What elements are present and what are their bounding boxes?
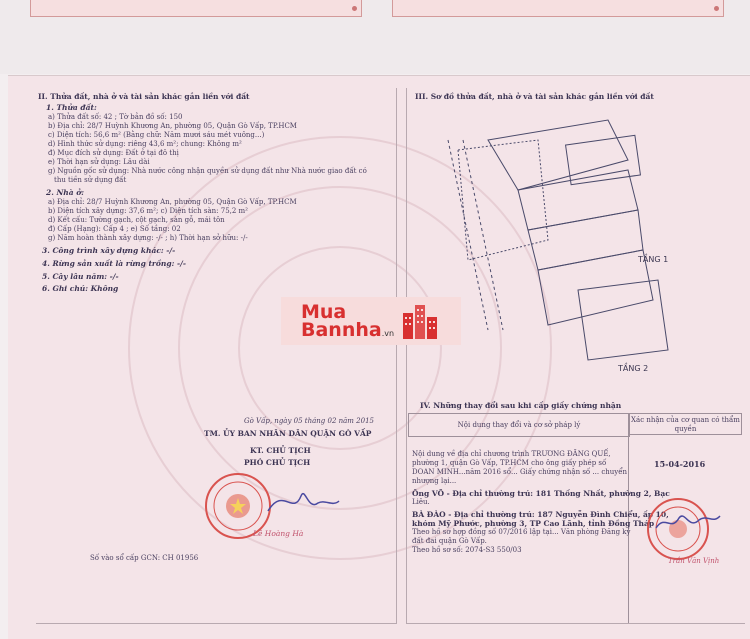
entry-line-5: Ông VÕ - Địa chỉ thường trú: 181 Thống Nhất, phường 2, Bạc <box>412 489 670 498</box>
entry-line-4: nhượng lại... <box>412 477 457 485</box>
watermark-line2: Bannha <box>301 319 382 341</box>
house-area: b) Diện tích xây dựng: 37,6 m²; c) Diện tích sàn: 75,2 m² <box>48 207 248 215</box>
land-heading: 1. Thửa đất: <box>46 103 97 112</box>
land-address: b) Địa chỉ: 28/7 Huỳnh Khương An, phường 05, Quận Gò Vấp, TP.HCM <box>48 122 297 130</box>
entry-line-1: Nội dung về địa chỉ chương trình TRƯƠNG ĐĂNG QUẾ, <box>412 450 611 458</box>
building-icon <box>401 303 441 339</box>
land-parcel: a) Thửa đất số: 42 ; Tờ bản đồ số: 150 <box>48 113 183 121</box>
floor-2-label: TẦNG 2 <box>618 364 649 373</box>
entry-line-6: Liêu. <box>412 498 430 506</box>
house-year: g) Năm hoàn thành xây dựng: -/- ; h) Thời hạn sở hữu: -/- <box>48 234 248 242</box>
land-term: e) Thời hạn sử dụng: Lâu dài <box>48 158 150 166</box>
watermark-line1: Mua <box>301 301 347 323</box>
notes: 6. Ghi chú: Không <box>42 284 119 293</box>
signing-org: TM. ỦY BAN NHÂN DÂN QUẬN GÒ VẤP <box>204 429 372 438</box>
watermark-suffix: .vn <box>381 329 395 338</box>
house-heading: 2. Nhà ở: <box>46 188 84 197</box>
land-origin: g) Nguồn gốc sử dụng: Nhà nước công nhận quyền sử dụng đất như Nhà nước giao đất có <box>48 167 367 175</box>
trees: 5. Cây lâu năm: -/- <box>42 272 119 281</box>
site-plan-drawing <box>428 100 738 373</box>
section-iii-title: III. Sơ đồ thửa đất, nhà ở và tài sản khác gắn liền với đất <box>415 92 654 101</box>
signer-right-name: Trần Văn Vịnh <box>668 557 720 565</box>
section-ii-title: II. Thửa đất, nhà ở và tài sản khác gắn liền với đất <box>38 92 250 101</box>
col-content-header: Nội dung thay đổi và cơ sở pháp lý <box>408 413 630 437</box>
land-purpose: đ) Mục đích sử dụng: Đất ở tại đô thị <box>48 149 179 157</box>
signature-right <box>653 506 723 536</box>
entry-line-3: DOAN MINH...năm 2016 sổ... Giấy chứng nhận số ... chuyển <box>412 468 628 476</box>
top-strip <box>0 0 750 74</box>
cert-number: Số vào sổ cấp GCN: CH 01956 <box>90 554 199 562</box>
house-address: a) Địa chỉ: 28/7 Huỳnh Khương An, phường 05, Quận Gò Vấp, TP.HCM <box>48 198 297 206</box>
stamp-date: 15-04-2016 <box>654 459 706 469</box>
section-iv-title: IV. Những thay đổi sau khi cấp giấy chứng nhận <box>420 401 622 410</box>
watermark-logo <box>281 297 461 345</box>
signer-name: Lê Hoàng Hà <box>253 529 304 538</box>
previous-page-card-right <box>392 0 724 17</box>
entry-line-2: phường 1, quận Gò Vấp, TP.HCM cho ông giấy phép số <box>412 459 607 467</box>
house-levels: đ) Cấp (Hạng): Cấp 4 ; e) Số tầng: 02 <box>48 225 181 233</box>
floor-1-label: TẦNG 1 <box>638 255 669 264</box>
entry-line-7: BÀ ĐÀO - Địa chỉ thường trú: 187 Nguyễn Đình Chiểu, ấp 10, <box>412 510 669 519</box>
col-confirm-header: Xác nhận của cơ quan có thẩm quyền <box>629 413 742 435</box>
signing-role: PHÓ CHỦ TỊCH <box>244 458 311 467</box>
other-works: 3. Công trình xây dựng khác: -/- <box>42 246 176 255</box>
entry-line-8: khóm Mỹ Phước, phường 3, TP Cao Lãnh, tỉnh Đồng Tháp <box>412 519 655 528</box>
entry-line-11: Theo hồ sơ số: 2074-S3 550/03 <box>412 546 522 554</box>
previous-page-card-left <box>30 0 362 17</box>
signature-left <box>263 481 343 521</box>
house-structure: d) Kết cấu: Tường gạch, cột gạch, sàn gỗ, mái tôn <box>48 216 225 224</box>
entry-line-9: Theo hồ sơ hợp đồng số 07/2016 lập tại... Văn phòng Đăng ký <box>412 528 631 536</box>
land-area: c) Diện tích: 56,6 m² (Bằng chữ: Năm mươi sáu mét vuông...) <box>48 131 265 139</box>
land-use-form: d) Hình thức sử dụng: riêng 43,6 m²; chung: Không m² <box>48 140 242 148</box>
forest: 4. Rừng sản xuất là rừng trồng: -/- <box>42 259 186 268</box>
signing-date: Gò Vấp, ngày 05 tháng 02 năm 2015 <box>244 417 374 425</box>
certificate-page <box>8 75 750 639</box>
signing-kt: KT. CHỦ TỊCH <box>250 446 311 455</box>
entry-line-10: đất đai quận Gò Vấp. <box>412 537 487 545</box>
land-origin-cont: thu tiền sử dụng đất <box>54 176 127 184</box>
